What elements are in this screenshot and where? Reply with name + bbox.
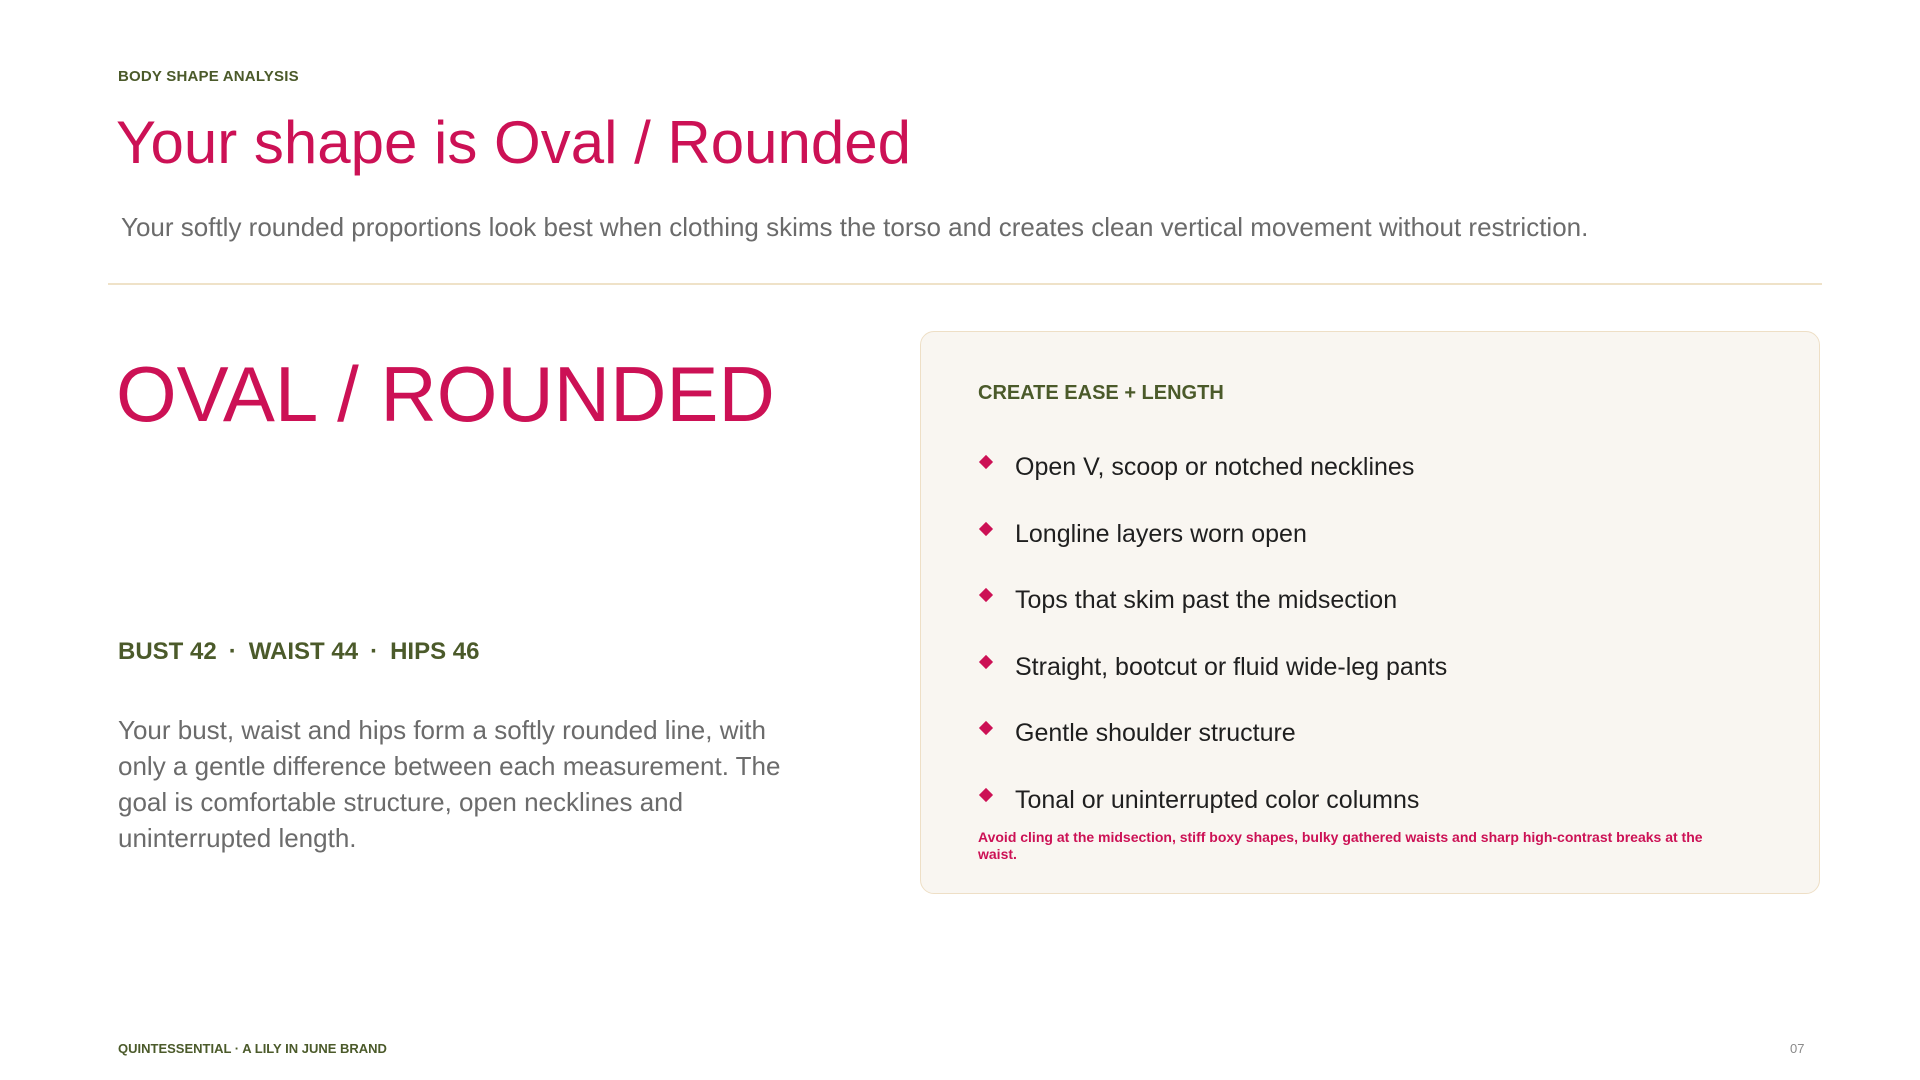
tip-text: Tops that skim past the midsection — [1015, 586, 1398, 614]
measurements — [118, 638, 479, 666]
tip-item — [977, 583, 1447, 650]
page-subtitle: Your softly rounded proportions look best when clothing skims the torso and creates clean vertical movement without restriction. — [121, 212, 1589, 242]
diamond-icon — [979, 588, 993, 602]
tip-text: Straight, bootcut or fluid wide-leg pants — [1015, 652, 1448, 681]
diamond-icon — [979, 654, 993, 668]
footer-brand: QUINTESSENTIAL · A LILY IN JUNE BRAND — [118, 1041, 387, 1056]
tip-item — [977, 517, 1447, 584]
tip-item — [977, 450, 1447, 517]
shape-name: OVAL / ROUNDED — [116, 350, 775, 438]
measurement-separator: · — [228, 638, 237, 665]
diamond-icon — [979, 455, 993, 469]
tip-text: Tonal or uninterrupted color columns — [1015, 785, 1420, 814]
bust-measurement: BUST 42 — [118, 638, 217, 665]
hips-measurement: HIPS 46 — [390, 638, 480, 665]
avoid-warning: Avoid cling at the midsection, stiff boxy shapes, bulky gathered waists and sharp high-contrast breaks at the waist. — [978, 829, 1703, 862]
tip-text: Longline layers worn open — [1015, 519, 1307, 548]
diamond-icon — [979, 787, 993, 801]
measurement-separator: · — [370, 638, 379, 665]
tip-item — [977, 650, 1447, 717]
header-divider — [108, 283, 1822, 285]
diamond-icon — [979, 721, 993, 735]
tip-text: Gentle shoulder structure — [1015, 719, 1296, 747]
page-number: 07 — [1790, 1041, 1805, 1056]
shape-description: Your bust, waist and hips form a softly rounded line, with only a gentle difference between each measurement. The goal is comfortable structure, open necklines and uninterrupted length. — [118, 715, 781, 853]
tip-text: Open V, scoop or notched necklines — [1015, 453, 1415, 481]
card-heading: CREATE EASE + LENGTH — [978, 382, 1224, 404]
diamond-icon — [979, 521, 993, 535]
waist-measurement: WAIST 44 — [248, 638, 359, 665]
eyebrow-label: BODY SHAPE ANALYSIS — [118, 68, 299, 85]
tip-item — [977, 716, 1447, 783]
styling-tips-card — [920, 331, 1820, 894]
tips-list — [977, 450, 1447, 849]
page-title: Your shape is Oval / Rounded — [116, 109, 911, 176]
